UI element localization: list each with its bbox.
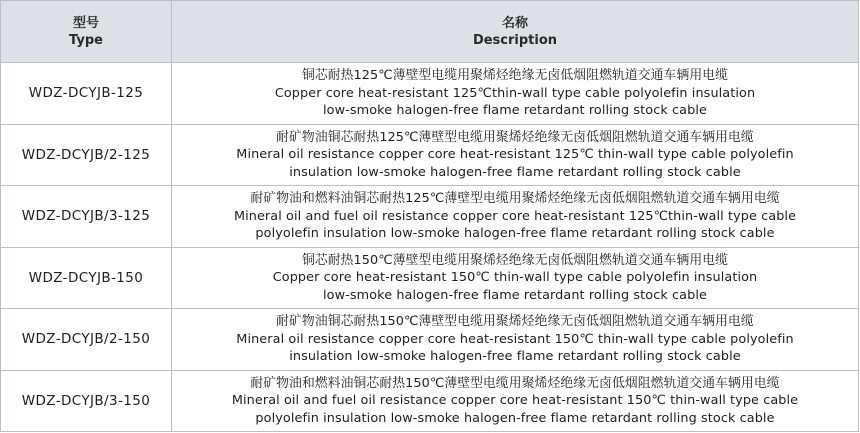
description-line-en: polyolefin insulation low-smoke halogen-free flame retardant rolling stock cable xyxy=(255,226,775,241)
table-row xyxy=(1,125,859,187)
model-cell: WDZ-DCYJB/3-125 xyxy=(1,186,172,247)
description-line-en: Copper core heat-resistant 125℃thin-wall type cable polyolefin insulation xyxy=(274,85,756,101)
description-cell xyxy=(172,186,859,247)
model-cell: WDZ-DCYJB/3-150 xyxy=(1,371,172,432)
description-line-en: Copper core heat-resistant 150℃ thin-wall type cable polyolefin insulation xyxy=(272,270,758,285)
description-cell xyxy=(172,309,859,370)
description-header-cell xyxy=(172,1,859,62)
type-header-cn: 型号 xyxy=(72,15,99,31)
description-line-en: Mineral oil resistance copper core heat-resistant 125℃ thin-wall type cable polyolefin xyxy=(236,147,794,162)
type-header-en: Type xyxy=(69,32,103,48)
description-cell xyxy=(172,248,859,309)
description-line-cn: 耐矿物油铜芯耐热125℃薄壁型电缆用聚烯烃绝缘无卤低烟阻燃轨道交通车辆用电缆 xyxy=(276,129,754,145)
description-header-cn: 名称 xyxy=(501,15,528,31)
description-cell xyxy=(172,63,859,124)
description-cell xyxy=(172,125,859,186)
model-cell: WDZ-DCYJB-125 xyxy=(1,63,172,124)
description-line-en: Mineral oil and fuel oil resistance copper core heat-resistant 125℃thin-wall type cable xyxy=(233,208,797,224)
table-row xyxy=(1,309,859,371)
description-line-cn: 铜芯耐热150℃薄壁型电缆用聚烯烃绝缘无卤低烟阻燃轨道交通车辆用电缆 xyxy=(301,252,729,268)
description-line-en: low-smoke halogen-free flame retardant rolling stock cable xyxy=(323,287,707,303)
description-line-en: Mineral oil and fuel oil resistance copper core heat-resistant 150℃ thin-wall type cable xyxy=(231,393,799,408)
description-line-en: low-smoke halogen-free flame retardant rolling stock cable xyxy=(323,103,707,118)
table-row xyxy=(1,371,859,433)
model-cell: WDZ-DCYJB/2-150 xyxy=(1,309,172,370)
description-line-en: polyolefin insulation low-smoke halogen-free flame retardant rolling stock cable xyxy=(255,410,775,426)
description-cell xyxy=(172,371,859,432)
table-row xyxy=(1,63,859,125)
table-row xyxy=(1,248,859,310)
description-header-en: Description xyxy=(472,32,558,48)
table-header-row xyxy=(1,1,859,63)
description-line-en: insulation low-smoke halogen-free flame retardant rolling stock cable xyxy=(289,349,741,364)
description-line-cn: 耐矿物油和燃料油铜芯耐热125℃薄壁型电缆用聚烯烃绝缘无卤低烟阻燃轨道交通车辆用电缆 xyxy=(250,191,780,206)
description-line-en: Mineral oil resistance copper core heat-resistant 150℃ thin-wall type cable polyolefin xyxy=(236,331,794,347)
description-line-cn: 耐矿物油和燃料油铜芯耐热150℃薄壁型电缆用聚烯烃绝缘无卤低烟阻燃轨道交通车辆用电缆 xyxy=(250,375,780,391)
model-cell: WDZ-DCYJB/2-125 xyxy=(1,125,172,186)
table-row xyxy=(1,186,859,248)
type-header-cell xyxy=(1,1,172,62)
model-cell: WDZ-DCYJB-150 xyxy=(1,248,172,309)
description-line-en: insulation low-smoke halogen-free flame retardant rolling stock cable xyxy=(289,164,741,180)
description-line-cn: 铜芯耐热125℃薄壁型电缆用聚烯烃绝缘无卤低烟阻燃轨道交通车辆用电缆 xyxy=(301,68,729,83)
description-line-cn: 耐矿物油铜芯耐热150℃薄壁型电缆用聚烯烃绝缘无卤低烟阻燃轨道交通车辆用电缆 xyxy=(276,314,754,329)
